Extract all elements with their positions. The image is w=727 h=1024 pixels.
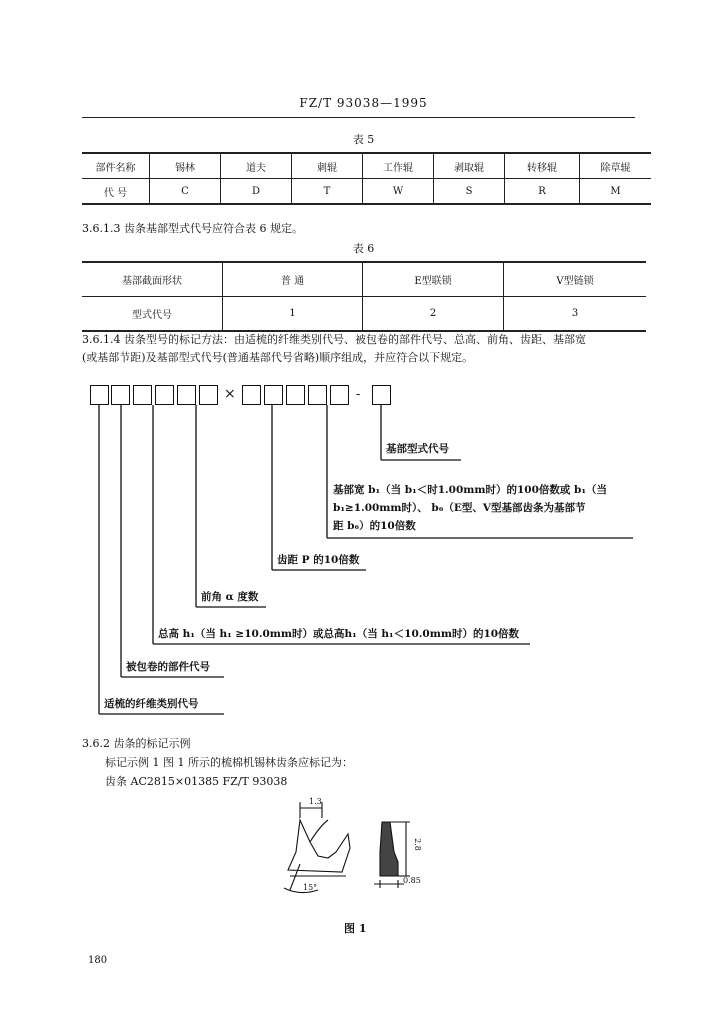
table-cell: C [150, 179, 221, 205]
label-height: 总高 h₁（当 h₁ ≥10.0mm时）或总高h₁（当 h₁＜10.0mm时）的10倍数 [158, 628, 520, 640]
table-cell: 3 [504, 297, 647, 332]
label-fiber: 适梳的纤维类别代号 [104, 698, 199, 710]
table5-caption: 表 5 [352, 133, 375, 146]
table-cell: R [505, 179, 580, 205]
table-cell: 道夫 [221, 153, 292, 179]
table-cell: W [363, 179, 434, 205]
table-cell: 转移辊 [505, 153, 580, 179]
table-cell: 刺辊 [292, 153, 363, 179]
angle-label: 15° [303, 883, 318, 892]
dim-width: 0.85 [403, 876, 421, 885]
label-base-width-line1: 基部宽 b₁（当 b₁＜时1.00mm时）的100倍数或 b₁（当 [333, 484, 607, 496]
table-cell: E型联锁 [363, 262, 504, 297]
example-marking: 齿条 AC2815×01385 FZ/T 93038 [105, 775, 288, 788]
table-cell: V型链锁 [504, 262, 647, 297]
table-cell: D [221, 179, 292, 205]
table-cell: 1 [223, 297, 363, 332]
dim-height: 2.8 [412, 838, 422, 851]
example-1: 标记示例 1 图 1 所示的梳棉机锡林齿条应标记为： [105, 756, 353, 769]
page-header: FZ/T 93038—1995 [299, 96, 428, 110]
table-cell: 代 号 [82, 179, 150, 205]
clause-3614-line1: 3.6.1.4 齿条型号的标记方法：由适梳的纤维类别代号、被包卷的部件代号、总高、前角、齿距、基部宽 [82, 333, 586, 346]
page-number: 180 [88, 955, 108, 966]
label-pitch: 齿距 P 的10倍数 [277, 554, 360, 566]
label-base-width-line2: b₁≥1.00mm时）、 b₆（E型、V型基部齿条为基部节 [333, 502, 586, 514]
table-cell: 除草辊 [580, 153, 652, 179]
clause-3614-line2: (或基部节距)及基部型式代号(普通基部代号省略)顺序组成，并应符合以下规定。 [82, 351, 474, 364]
table-cell: T [292, 179, 363, 205]
table-cell: S [434, 179, 505, 205]
table-cell: 基部截面形状 [82, 262, 223, 297]
table-cell: 普 通 [223, 262, 363, 297]
label-base-width-line3: 距 b₆）的10倍数 [333, 520, 416, 532]
table-cell: 工作辊 [363, 153, 434, 179]
table-cell: 剥取辊 [434, 153, 505, 179]
label-base-type: 基部型式代号 [386, 443, 449, 455]
table-cell: 锡林 [150, 153, 221, 179]
clause-3613: 3.6.1.3 齿条基部型式代号应符合表 6 规定。 [82, 222, 303, 235]
table-cell: 2 [363, 297, 504, 332]
label-angle: 前角 α 度数 [201, 591, 259, 603]
section-362-title: 3.6.2 齿条的标记示例 [82, 737, 191, 750]
dim-pitch: 1.3 [309, 797, 322, 806]
table6-caption: 表 6 [352, 242, 375, 255]
dash-sign: - [356, 387, 361, 402]
figure1-caption: 图 1 [344, 922, 367, 935]
times-sign: × [224, 386, 236, 402]
table-cell: 部件名称 [82, 153, 150, 179]
label-part: 被包卷的部件代号 [126, 661, 210, 673]
table-cell: M [580, 179, 652, 205]
table-cell: 型式代号 [82, 297, 223, 332]
